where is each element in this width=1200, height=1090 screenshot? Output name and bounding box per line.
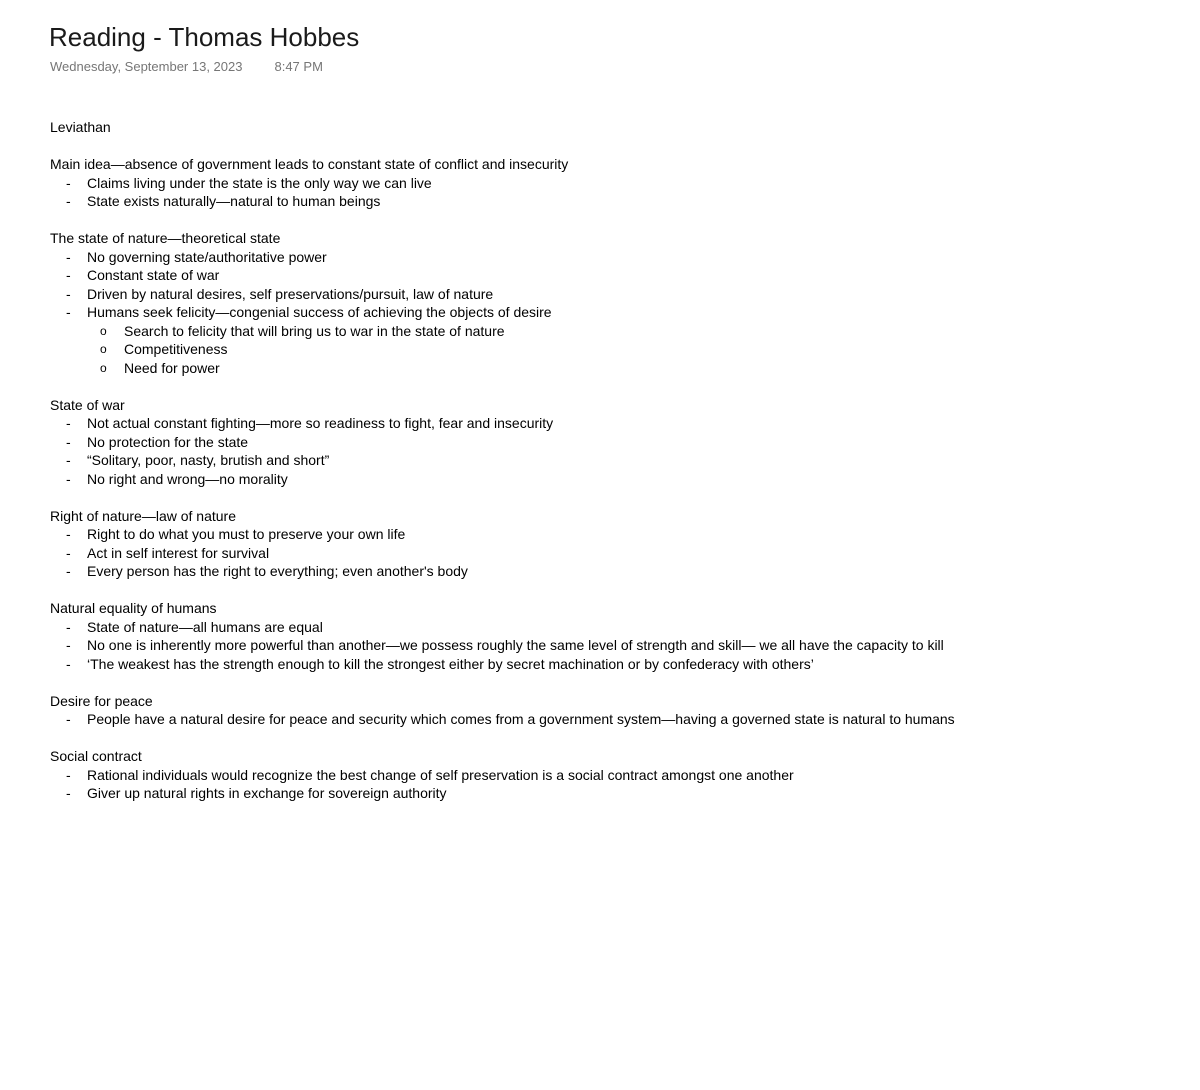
list-item-text: Right to do what you must to preserve your own life (87, 526, 406, 542)
list-item (50, 414, 1170, 433)
dash-bullet: - (66, 248, 71, 265)
list-item (50, 562, 1170, 581)
list-item-text: Humans seek felicity—congenial success of achieving the objects of desire (87, 304, 552, 320)
dash-bullet: - (66, 563, 71, 579)
list-item-text: No governing state/authoritative power (87, 248, 327, 265)
list-item (50, 470, 1170, 489)
list-item-text: People have a natural desire for peace and security which comes from a government system—having a governed state is natural to humans (87, 711, 955, 727)
list-item (50, 174, 1170, 193)
list-item (50, 766, 1170, 785)
dash-bullet: - (66, 655, 71, 672)
note-body[interactable] (50, 118, 1170, 803)
sub-list-item-text: Competitiveness (124, 341, 228, 357)
list-item (50, 192, 1170, 211)
list-item (50, 655, 1170, 674)
note-metadata (50, 58, 323, 76)
list-item-text: Act in self interest for survival (87, 544, 270, 561)
sub-list-item-text: Need for power (124, 359, 220, 376)
list-item-text: Giver up natural rights in exchange for sovereign authority (87, 785, 447, 801)
section-desire-for-peace (50, 692, 1170, 729)
list-item-text: Driven by natural desires, self preservations/pursuit, law of nature (87, 285, 494, 302)
list-item-text: Constant state of war (87, 267, 220, 283)
list-item (50, 266, 1170, 285)
list-item (50, 544, 1170, 563)
top-heading: Leviathan (50, 119, 111, 135)
list-item-text: “Solitary, poor, nasty, brutish and short” (87, 452, 330, 468)
sub-list-item (50, 359, 1170, 378)
section-heading: State of war (50, 396, 125, 413)
circle-bullet: o (100, 342, 107, 356)
section-social-contract (50, 747, 1170, 803)
list-item-text: No one is inherently more powerful than another—we possess roughly the same level of strength and skill— we all have the capacity to kill (87, 637, 944, 653)
list-item (50, 451, 1170, 470)
circle-bullet: o (100, 360, 107, 375)
list-item (50, 285, 1170, 304)
list-item (50, 303, 1170, 322)
section-main-idea (50, 155, 1170, 211)
list-item (50, 710, 1170, 729)
dash-bullet: - (66, 174, 71, 191)
list-item-text: ‘The weakest has the strength enough to kill the strongest either by secret machination or by confederacy with others’ (87, 655, 814, 672)
note-time: 8:47 PM (274, 59, 323, 74)
section-state-of-war (50, 396, 1170, 489)
list-item-text: No right and wrong—no morality (87, 470, 288, 487)
dash-bullet: - (66, 544, 71, 561)
list-item-text: Not actual constant fighting—more so readiness to fight, fear and insecurity (87, 415, 554, 431)
list-item (50, 618, 1170, 637)
dash-bullet: - (66, 470, 71, 487)
section-heading: Main idea—absence of government leads to constant state of conflict and insecurity (50, 156, 569, 172)
dash-bullet: - (66, 766, 71, 783)
section-heading: Desire for peace (50, 692, 153, 709)
section-right-of-nature (50, 507, 1170, 581)
list-item (50, 784, 1170, 803)
dash-bullet: - (66, 526, 71, 542)
dash-bullet: - (66, 618, 71, 635)
circle-bullet: o (100, 323, 107, 338)
section-natural-equality (50, 599, 1170, 673)
list-item (50, 525, 1170, 544)
list-item (50, 433, 1170, 452)
list-item-text: Every person has the right to everything; even another's body (87, 563, 468, 579)
list-item (50, 636, 1170, 655)
list-item-text: State exists naturally—natural to human beings (87, 193, 381, 209)
section-state-of-nature (50, 229, 1170, 377)
section-heading: Right of nature—law of nature (50, 507, 236, 524)
page-title[interactable]: Reading - Thomas Hobbes (49, 22, 360, 52)
dash-bullet: - (66, 637, 71, 653)
sub-list-item (50, 322, 1170, 341)
dash-bullet: - (66, 785, 71, 801)
section-heading: The state of nature—theoretical state (50, 230, 281, 246)
dash-bullet: - (66, 267, 71, 283)
list-item-text: Claims living under the state is the only way we can live (87, 174, 432, 191)
sub-list-item-text: Search to felicity that will bring us to war in the state of nature (124, 322, 505, 339)
dash-bullet: - (66, 193, 71, 209)
dash-bullet: - (66, 711, 71, 727)
dash-bullet: - (66, 304, 71, 320)
note-date: Wednesday, September 13, 2023 (50, 59, 243, 74)
dash-bullet: - (66, 452, 71, 468)
dash-bullet: - (66, 433, 71, 450)
dash-bullet: - (66, 415, 71, 431)
sub-list-item (50, 340, 1170, 359)
section-heading: Social contract (50, 748, 142, 764)
section-heading: Natural equality of humans (50, 600, 217, 616)
list-item (50, 248, 1170, 267)
list-item-text: State of nature—all humans are equal (87, 618, 323, 635)
list-item-text: No protection for the state (87, 433, 249, 450)
list-item-text: Rational individuals would recognize the best change of self preservation is a social contract amongst one another (87, 766, 794, 783)
dash-bullet: - (66, 285, 71, 302)
